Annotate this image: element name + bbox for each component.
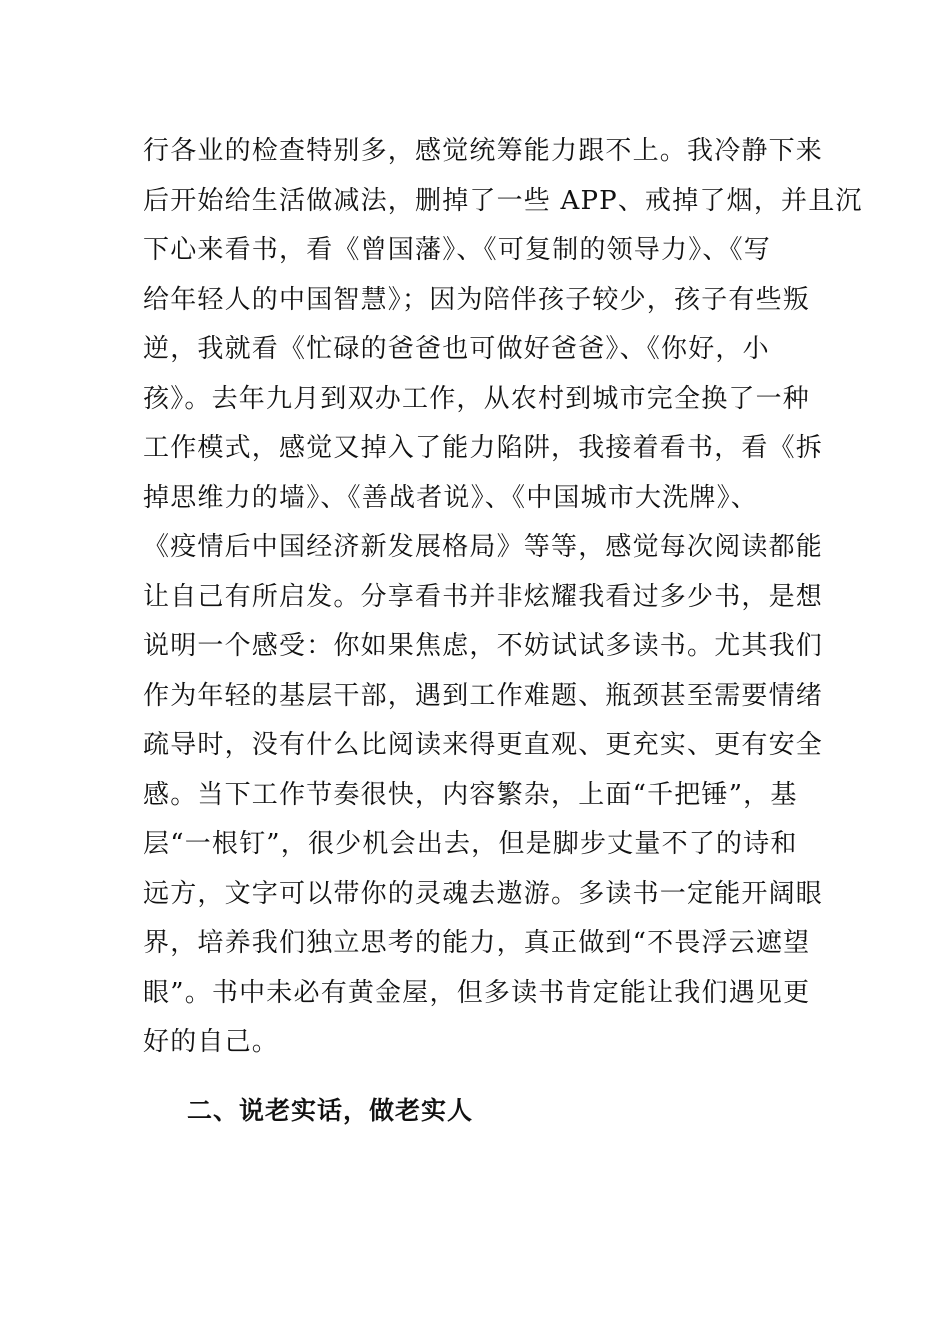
- paragraph-line: 下心来看书，看《曾国藩》、《可复制的领导力》、《写: [143, 235, 772, 265]
- body-paragraph: [143, 127, 863, 1068]
- paragraph-line: 作为年轻的基层干部，遇到工作难题、瓶颈甚至需要情绪: [143, 680, 824, 711]
- paragraph-line: 孩》。去年九月到双办工作，从农村到城市完全换了一种: [143, 383, 811, 414]
- paragraph-line: 让自己有所启发。分享看书并非炫耀我看过多少书，是想: [143, 581, 824, 612]
- paragraph-line: 掉思维力的墙》、《善战者说》、《中国城市大洗牌》、: [143, 482, 759, 513]
- paragraph-line: 眼”。书中未必有黄金屋，但多读书肯定能让我们遇见更: [143, 977, 811, 1008]
- paragraph-line: 好的自己。: [143, 1027, 280, 1057]
- paragraph-line: 行各业的检查特别多，感觉统筹能力跟不上。我冷静下来: [143, 136, 824, 166]
- paragraph-line: 层“一根钉”，很少机会出去，但是脚步丈量不了的诗和: [143, 829, 798, 859]
- paragraph-line: 给年轻人的中国智慧》；因为陪伴孩子较少，孩子有些叛: [143, 284, 811, 315]
- paragraph-line: 《疫情后中国经济新发展格局》等等，感觉每次阅读都能: [143, 532, 824, 562]
- paragraph-line: 后开始给生活做减法，删掉了一些 APP、戒掉了烟，并且沉: [143, 185, 863, 216]
- paragraph-line: 说明一个感受：你如果焦虑，不妨试试多读书。尤其我们: [143, 631, 824, 661]
- section-heading: 二、说老实话，做老实人: [187, 1096, 474, 1125]
- paragraph-line: 疏导时，没有什么比阅读来得更直观、更充实、更有安全: [143, 730, 824, 760]
- paragraph-line: 工作模式，感觉又掉入了能力陷阱，我接着看书，看《拆: [143, 433, 824, 463]
- paragraph-line: 逆，我就看《忙碌的爸爸也可做好爸爸》、《你好，小: [143, 334, 770, 364]
- paragraph-line: 远方，文字可以带你的灵魂去遨游。多读书一定能开阔眼: [143, 878, 824, 909]
- paragraph-line: 界，培养我们独立思考的能力，真正做到“不畏浮云遮望: [143, 928, 811, 958]
- paragraph-line: 感。当下工作节奏很快，内容繁杂，上面“千把锤”，基: [143, 779, 798, 810]
